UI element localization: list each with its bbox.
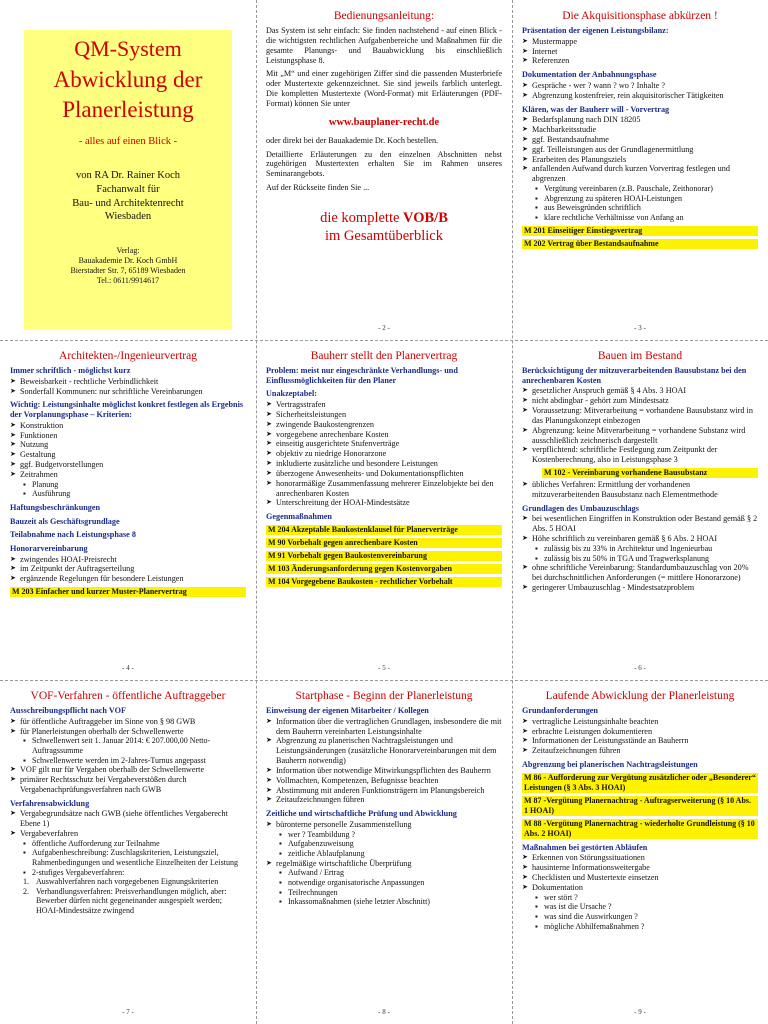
bullet-item: ➤ Abgrenzung kostenfreier, rein akquisitorischer Tätigkeiten [522, 91, 758, 101]
section-heading: Problem: meist nur eingeschränkte Verhandlungs- und Einflussmöglichkeiten für den Planer [266, 366, 458, 385]
bullet-item: ➤ anfallenden Aufwand durch kurzen Vorvertrag festlegen und abgrenzen [522, 164, 758, 184]
sub-item: ▪ Schwellenwerte werden im 2-Jahres-Turnus angepasst [10, 756, 246, 766]
template-reference: M 203 Einfacher und kurzer Muster-Planervertrag [10, 587, 246, 597]
bullet-item: ➤ Gestaltung [10, 450, 246, 460]
qm-label: QM-System [74, 36, 182, 61]
bullet-item: ➤ Abgrenzung: keine Mitverarbeitung = vorhandene Substanz wird ausschließlich zeichnerisch dargestellt [522, 426, 758, 446]
bullet-item: ➤ erbrachte Leistungen dokumentieren [522, 727, 758, 737]
sub-item: ▪ Aufgabenbeschreibung: Zuschlagskriterien, Leistungsziel, Rahmenbedingungen und wesentliche Einzelheiten der Leistung [10, 848, 246, 867]
bullet-item: ➤ übliches Verfahren: Ermittlung der vorhandenen mitzuverarbeitenden Bausubstanz nach Elementmethode [522, 480, 758, 500]
author-line: Fachanwalt für [96, 183, 160, 195]
paragraph: oder direkt bei der Bauakademie Dr. Koch bestellen. [266, 135, 439, 145]
panel-acquisition [512, 0, 768, 340]
sub-item: ▪ wer stört ? [522, 893, 758, 903]
bullet-item: ➤ hausinterne Informationsweitergabe [522, 863, 758, 873]
bullet-item: ➤ Erarbeiten des Planungsziels [522, 155, 758, 165]
bullet-item: ➤ Vollmachten, Kompetenzen, Befugnisse beachten [266, 776, 502, 786]
sub-item: ▪ 2-stufiges Vergabeverfahren: [10, 868, 246, 878]
bullet-item: ➤ Dokumentation [522, 883, 758, 893]
paragraph: Detaillierte Erläuterungen zu den einzelnen Abschnitten nebst zugehörigen Mustertexten erhalten Sie im Rahmen unseres Seminarangebots. [266, 149, 502, 179]
bullet-item: ➤ Internet [522, 47, 758, 57]
panel-vof [0, 680, 256, 1024]
bullet-item: ➤ honorarmäßige Zusammenfassung mehrerer Einzelobjekte bei den anrechenbaren Kosten [266, 479, 502, 499]
paragraph: Mit „M“ und einer zugehörigen Ziffer sind die passenden Musterbriefe oder Mustertexte gekennzeichnet. Sie sind jeweils farblich unterlegt. Die kompletten Mustertexte (Word-Format) mit Erläuterungen (PDF-Format) können Sie unter [266, 69, 502, 108]
page-number: - 9 - [634, 1008, 646, 1016]
subtitle: - alles auf einen Blick - [78, 136, 178, 148]
template-reference: M 202 Vertrag über Bestandsaufnahme [522, 239, 758, 249]
sub-item: ▪ zulässig bis zu 33% in Architektur und Ingenieurbau [522, 544, 758, 554]
page-number: - 6 - [634, 664, 646, 672]
panel-title: VOF-Verfahren - öffentliche Auftraggeber [30, 690, 226, 702]
page-number: - 8 - [378, 1008, 390, 1016]
section-heading: Grundlagen des Umbauzuschlags [522, 503, 639, 513]
sub-item: ▪ zulässig bis zu 50% in TGA und Tragwerksplanung [522, 554, 758, 564]
publisher-block [24, 246, 232, 286]
page-number: - 3 - [634, 324, 646, 332]
section-heading: Maßnahmen bei gestörten Abläufen [522, 842, 648, 852]
title-card [24, 30, 232, 330]
sub-item: ▪ Ausführung [10, 489, 246, 499]
bullet-item: ➤ bei wesentlichen Eingriffen in Konstruktion oder Bestand gemäß § 2 Abs. 5 HOAI [522, 514, 758, 534]
section-heading: Teilabnahme nach Leistungsphase 8 [10, 530, 136, 540]
bullet-item: ➤ Zeitrahmen [10, 470, 246, 480]
bullet-item: ➤ Sicherheitsleistungen [266, 410, 502, 420]
sub-item: ▪ Teilrechnungen [266, 888, 502, 898]
bullet-item: ➤ vertragliche Leistungsinhalte beachten [522, 717, 758, 727]
bullet-item: ➤ ggf. Teilleistungen aus der Grundlagenermittlung [522, 145, 758, 155]
bullet-item: ➤ überzogene Anwesenheits- und Dokumentationspflichten [266, 469, 502, 479]
bullet-item: ➤ Höhe schriftlich zu vereinbaren gemäß § 6 Abs. 2 HOAI [522, 534, 758, 544]
sub-item: ▪ öffentliche Aufforderung zur Teilnahme [10, 839, 246, 849]
paragraph: Das System ist sehr einfach: Sie finden nachstehend - auf einen Blick - die wichtigsten rechtlichen Aufgabenbereiche und Maßnahmen für die gesamte Planungs- und Bauabwicklung bis einschließlich Leistungsphase 8. [266, 26, 502, 65]
panel-title-card [0, 0, 256, 340]
bullet-item: ➤ Vertragsstrafen [266, 400, 502, 410]
template-reference: M 102 - Vereinbarung vorhandene Bausubstanz [542, 468, 758, 478]
bullet-item: ➤ primärer Rechtsschutz bei Vergabeverstößen durch Vergabenachprüfungsverfahren nach GWB [10, 775, 246, 795]
bullet-item: ➤ Mustermappe [522, 37, 758, 47]
section-heading: Honorarvereinbarung [10, 543, 88, 553]
bullet-item: ➤ Erkennen von Störungssituationen [522, 853, 758, 863]
bullet-item: ➤ Bedarfsplanung nach DIN 18205 [522, 115, 758, 125]
template-reference: M 87 -Vergütung Planernachtrag - Auftragserweiterung (§ 10 Abs. 1 HOAI) [522, 796, 758, 816]
bullet-item: ➤ VOF gilt nur für Vergaben oberhalb der Schwellenwerte [10, 765, 246, 775]
numbered-item-text: Verhandlungsverfahren: Preisverhandlungen möglich, aber: Bewerber dürfen nicht gegeneinander ausgespielt werden; HOAI-Mindestsätze zwingend [36, 886, 227, 916]
bullet-item: ➤ Vergabegrundsätze nach GWB (siehe öffentliches Vergaberecht Ebene 1) [10, 809, 246, 829]
bullet-item: ➤ Zeitaufzeichnungen führen [266, 795, 502, 805]
publisher-line: Bauakademie Dr. Koch GmbH [78, 255, 178, 265]
section-heading: Bauzeit als Geschäftsgrundlage [10, 516, 120, 526]
bullet-item: ➤ Funktionen [10, 431, 246, 441]
bullet-item: ➤ für öffentliche Auftraggeber im Sinne von § 98 GWB [10, 717, 246, 727]
sub-item: ▪ aus Beweisgründen schriftlich [522, 203, 758, 213]
panel-title: Die Akquisitionsphase abkürzen ! [562, 10, 718, 22]
section-heading: Haftungsbeschränkungen [10, 502, 101, 512]
bullet-item: ➤ Information über notwendige Mitwirkungspflichten des Bauherrn [266, 766, 502, 776]
section-heading: Grundanforderungen [522, 706, 598, 715]
section-heading: Klären, was der Bauherr will - Vorvertrag [522, 104, 670, 114]
bullet-item: ➤ ohne schriftliche Vereinbarung: Standardumbauzuschlag von 20% bei durchschnittlichen Anforderungen (= mittlere Honorarzone) [522, 563, 758, 583]
bullet-item: ➤ Zeitaufzeichnungen führen [522, 746, 758, 756]
sub-item: ▪ wer ? Teambildung ? [266, 830, 502, 840]
paragraph: Auf der Rückseite finden Sie ... [266, 183, 370, 193]
bullet-item: ➤ im Zeitpunkt der Auftragserteilung [10, 564, 246, 574]
bullet-item: ➤ Konstruktion [10, 421, 246, 431]
bullet-item: ➤ inkludierte zusätzliche und besondere Leistungen [266, 459, 502, 469]
page-number: - 5 - [378, 664, 390, 672]
publisher-line: Verlag: [116, 245, 140, 255]
vob-text: VOB/B [403, 209, 448, 226]
section-heading: Präsentation der eigenen Leistungsbilanz: [522, 26, 669, 35]
main-title-line-1: Abwicklung der [53, 67, 203, 92]
sub-item: ▪ zeitliche Ablaufplanung [266, 849, 502, 859]
template-reference: M 103 Änderungsanforderung gegen Kostenvorgaben [266, 564, 502, 574]
template-reference: M 90 Vorbehalt gegen anrechenbare Kosten [266, 538, 502, 548]
bullet-item: ➤ geringerer Umbauzuschlag - Mindestsatzproblem [522, 583, 758, 593]
template-reference: M 201 Einseitiger Einstiegsvertrag [522, 226, 758, 236]
page-number: - 4 - [122, 664, 134, 672]
bullet-item: ➤ vorgegebene anrechenbare Kosten [266, 430, 502, 440]
bullet-item: ➤ zwingendes HOAI-Preisrecht [10, 555, 246, 565]
sub-item: ▪ Abgrenzung zu späteren HOAI-Leistungen [522, 194, 758, 204]
template-reference: M 91 Vorbehalt gegen Baukostenvereinbarung [266, 551, 502, 561]
bullet-item: ➤ ggf. Budgetvorstellungen [10, 460, 246, 470]
panel-title: Bauen im Bestand [597, 350, 683, 362]
publisher-line: Tel.: 0611/9914617 [96, 275, 160, 285]
section-heading: Immer schriftlich - möglichst kurz [10, 366, 131, 375]
section-heading: Zeitliche und wirtschaftliche Prüfung und Abwicklung [266, 809, 457, 819]
author-line: Wiesbaden [104, 211, 152, 223]
section-heading: Ausschreibungspflicht nach VOF [10, 706, 127, 715]
panel-client-contract [256, 340, 512, 680]
section-heading: Berücksichtigung der mitzuverarbeitenden Bausubstanz bei den anrechenbaren Kosten [522, 366, 747, 385]
bullet-item: ➤ gesetzlicher Anspruch gemäß § 4 Abs. 3 HOAI [522, 386, 758, 396]
author-line: Bau- und Architektenrecht [72, 197, 184, 209]
section-heading: Unakzeptabel: [266, 389, 317, 399]
bullet-item: ➤ Sonderfall Kommunen: nur schriftliche Vereinbarungen [10, 387, 246, 397]
section-heading: Verfahrensabwicklung [10, 798, 90, 808]
bullet-item: ➤ Vergabeverfahren [10, 829, 246, 839]
panel-title: Bedienungsanleitung: [333, 10, 435, 22]
numbered-item-text: Auswahlverfahren nach vorgegebenen Eignungskriterien [36, 877, 219, 887]
vob-highlight [266, 209, 502, 245]
sub-item: ▪ Schwellenwert seit 1. Januar 2014: € 207.000,00 Netto-Auftragssumme [10, 736, 246, 755]
panel-instructions [256, 0, 512, 340]
bullet-item: ➤ Unterschreitung der HOAI-Mindestsätze [266, 498, 502, 508]
sub-item: ▪ Inkassomaßnahmen (siehe letzter Abschnitt) [266, 897, 502, 907]
sub-item: ▪ mögliche Abhilfemaßnahmen ? [522, 922, 758, 932]
sub-item: ▪ was sind die Auswirkungen ? [522, 912, 758, 922]
panel-start-phase [256, 680, 512, 1024]
panel-ongoing [512, 680, 768, 1024]
bullet-item: ➤ ergänzende Regelungen für besondere Leistungen [10, 574, 246, 584]
template-reference: M 86 - Aufforderung zur Vergütung zusätzlicher oder „Besonderer“ Leistungen (§ 3 Abs. 3 HOAI) [522, 773, 758, 793]
sub-item: ▪ notwendige organisatorische Anpassungen [266, 878, 502, 888]
bullet-item: ➤ Checklisten und Mustertexte einsetzen [522, 873, 758, 883]
panel-title: Bauherr stellt den Planervertrag [310, 350, 458, 362]
bullet-item: ➤ Abstimmung mit anderen Funktionsträgern im Planungsbereich [266, 786, 502, 796]
publisher-line: Bierstadter Str. 7, 65189 Wiesbaden [70, 265, 186, 275]
sub-item: ▪ Aufwand / Ertrag [266, 868, 502, 878]
sub-item: ▪ Planung [10, 480, 246, 490]
bullet-item: ➤ Abgrenzung zu planerischen Nachtragsleistungen und Leistungsänderungen (zusätzliche Honorarvereinbarungen mit dem Bauherrn notwendig) [266, 736, 502, 766]
template-reference: M 104 Vorgegebene Baukosten - rechtlicher Vorbehalt [266, 577, 502, 587]
sub-item: ▪ Aufgabenzuweisung [266, 839, 502, 849]
bullet-item: ➤ regelmäßige wirtschaftliche Überprüfung [266, 859, 502, 869]
bullet-item: ➤ nicht abdingbar - gehört zum Mindestsatz [522, 396, 758, 406]
bullet-item: ➤ für Planerleistungen oberhalb der Schwellenwerte [10, 727, 246, 737]
vob-text: im Gesamtüberblick [325, 228, 443, 245]
sub-item: ▪ klare rechtliche Verhältnisse von Anfang an [522, 213, 758, 223]
numbered-item: 1. Auswahlverfahren nach vorgegebenen Eignungskriterien [23, 877, 219, 887]
bullet-item: ➤ ggf. Bestandsaufnahme [522, 135, 758, 145]
bullet-item: ➤ Machbarkeitsstudie [522, 125, 758, 135]
bullet-item: ➤ verpflichtend: schriftliche Festlegung zum Zeitpunkt der Kostenberechnung, also in Leistungsphase 3 [522, 445, 758, 465]
section-heading: Gegenmaßnahmen [266, 512, 332, 522]
author-line: von RA Dr. Rainer Koch [75, 170, 181, 182]
vob-text: die komplette [320, 209, 400, 226]
section-heading: Wichtig: Leistungsinhalte möglichst konkret festlegen als Ergebnis der Vorplanungsphase – Kriterien: [10, 400, 244, 420]
bullet-item: ➤ büronterne personelle Zusammenstellung [266, 820, 502, 830]
template-reference: M 88 -Vergütung Planernachtrag - wiederholte Grundleistung (§ 10 Abs. 2 HOAI) [522, 819, 758, 839]
bullet-item: ➤ Voraussetzung: Mitverarbeitung = vorhandene Bausubstanz wird in das Planungskonzept einbezogen [522, 406, 758, 426]
bullet-item: ➤ Referenzen [522, 56, 758, 66]
panel-architect-contract [0, 340, 256, 680]
numbered-item: 2. Verhandlungsverfahren: Preisverhandlungen möglich, aber: Bewerber dürfen nicht gegeneinander ausgespielt werden; HOAI-Mindestsätze zwingend [23, 886, 227, 916]
bullet-item: ➤ Beweisbarkeit - rechtliche Verbindlichkeit [10, 377, 246, 387]
bullet-item: ➤ Informationen der Leistungsstände an Bauherrn [522, 736, 758, 746]
section-heading: Abgrenzung bei planerischen Nachtragsleistungen [522, 760, 698, 770]
bullet-item: ➤ einseitig ausgerichtete Stufenverträge [266, 439, 502, 449]
bullet-item: ➤ Nutzung [10, 440, 246, 450]
section-heading: Einweisung der eigenen Mitarbeiter / Kollegen [266, 706, 429, 715]
author-block [24, 169, 232, 224]
bullet-item: ➤ objektiv zu niedrige Honorarzone [266, 449, 502, 459]
panel-title: Startphase - Beginn der Planerleistung [295, 690, 473, 702]
page-number: - 7 - [122, 1008, 134, 1016]
bullet-item: ➤ Gespräche - wer ? wann ? wo ? Inhalte ? [522, 81, 758, 91]
template-reference: M 204 Akzeptable Baukostenklausel für Planerverträge [266, 525, 502, 535]
bullet-item: ➤ Information über die vertraglichen Grundlagen, insbesondere die mit dem Bauherrn vereinbarten Leistungsinhalte [266, 717, 502, 737]
sub-item: ▪ Vergütung vereinbaren (z.B. Pauschale, Zeithonorar) [522, 184, 758, 194]
panel-title: Laufende Abwicklung der Planerleistung [545, 690, 735, 702]
main-title-line-2: Planerleistung [62, 97, 194, 123]
section-heading: Dokumentation der Anbahnungsphase [522, 70, 657, 80]
sub-item: ▪ was ist die Ursache ? [522, 902, 758, 912]
website-link[interactable]: www.bauplaner-recht.de [328, 116, 440, 128]
page-number: - 2 - [378, 324, 390, 332]
panel-existing-buildings [512, 340, 768, 680]
panel-title: Architekten-/Ingenieurvertrag [59, 350, 197, 362]
bullet-item: ➤ zwingende Baukostengrenzen [266, 420, 502, 430]
